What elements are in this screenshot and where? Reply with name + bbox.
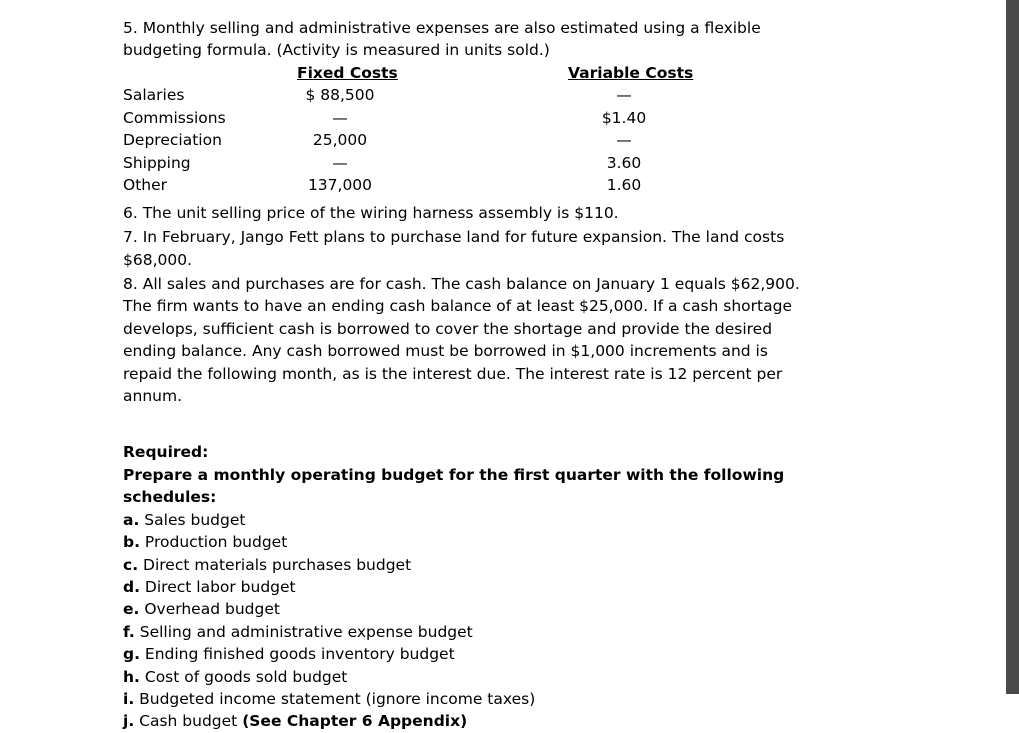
schedule-item (123, 621, 803, 643)
schedule-text: Ending finished goods inventory budget (144, 645, 455, 664)
schedule-text: Cash budget (139, 712, 238, 731)
item-7-text: 7. In February, Jango Fett plans to purchase land for future expansion. The land costs $68,000. (123, 228, 785, 269)
window-edge-bar (1006, 0, 1019, 694)
row-fixed: 137,000 (307, 175, 373, 194)
item-5-text: 5. Monthly selling and administrative expenses are also estimated using a flexible budgeting formula. (Activity is measured in units sold.) (123, 19, 761, 60)
schedule-item (123, 666, 803, 688)
schedule-letter: h. (123, 667, 140, 686)
row-fixed: 25,000 (312, 130, 368, 149)
required-instruction: Prepare a monthly operating budget for the first quarter with the following schedules: (123, 465, 785, 507)
schedule-item (123, 688, 803, 710)
row-variable: — (616, 130, 632, 149)
row-fixed: $ 88,500 (305, 85, 375, 104)
schedule-item (123, 531, 803, 553)
schedule-text: Direct materials purchases budget (143, 555, 412, 574)
item-8-text: 8. All sales and purchases are for cash. The cash balance on January 1 equals $62,900. The firm wants to have an ending cash balance of at least $25,000. If a cash shortage develops, sufficient cash is borrowed to cover the shortage and provide the desired ending balance. Any cash borrowed must be borrowed in $1,000 increments and is repaid the following month, as is the interest due. The interest rate is 12 percent per annum. (123, 275, 800, 406)
expense-table (123, 62, 803, 196)
row-variable: — (616, 85, 632, 104)
schedule-item (123, 509, 803, 531)
schedule-letter: f. (123, 622, 135, 641)
schedule-text: Budgeted income statement (ignore income taxes) (139, 689, 536, 708)
schedule-letter: j. (123, 712, 135, 731)
row-variable: 3.60 (606, 153, 642, 172)
schedule-item (123, 598, 803, 620)
fixed-costs-header: Fixed Costs (297, 63, 398, 82)
schedule-text: Production budget (144, 533, 288, 552)
schedule-letter: e. (123, 600, 140, 619)
row-fixed: — (332, 153, 348, 172)
schedule-text: Cost of goods sold budget (144, 667, 348, 686)
row-fixed: — (332, 108, 348, 127)
schedule-letter: b. (123, 533, 140, 552)
schedule-text: Direct labor budget (144, 577, 296, 596)
row-label: Other (123, 175, 168, 194)
schedule-text: Overhead budget (144, 600, 280, 619)
row-label: Salaries (123, 85, 185, 104)
schedule-item (123, 554, 803, 576)
variable-costs-header: Variable Costs (568, 63, 694, 82)
schedule-item (123, 710, 803, 732)
schedule-letter: i. (123, 689, 135, 708)
schedule-letter: a. (123, 510, 140, 529)
row-label: Commissions (123, 108, 226, 127)
schedule-item (123, 643, 803, 665)
schedule-bold-suffix: (See Chapter 6 Appendix) (242, 712, 468, 731)
row-label: Depreciation (123, 130, 222, 149)
required-title: Required: (123, 443, 209, 462)
spacer (123, 407, 803, 441)
schedule-letter: c. (123, 555, 139, 574)
row-label: Shipping (123, 153, 191, 172)
schedule-text: Selling and administrative expense budget (139, 622, 473, 641)
document-content (123, 17, 803, 733)
schedule-text: Sales budget (144, 510, 246, 529)
schedule-item (123, 576, 803, 598)
row-variable: 1.60 (606, 175, 642, 194)
schedule-letter: g. (123, 645, 140, 664)
row-variable: $1.40 (601, 108, 647, 127)
item-6-text: 6. The unit selling price of the wiring harness assembly is $110. (123, 203, 619, 222)
schedule-letter: d. (123, 577, 140, 596)
